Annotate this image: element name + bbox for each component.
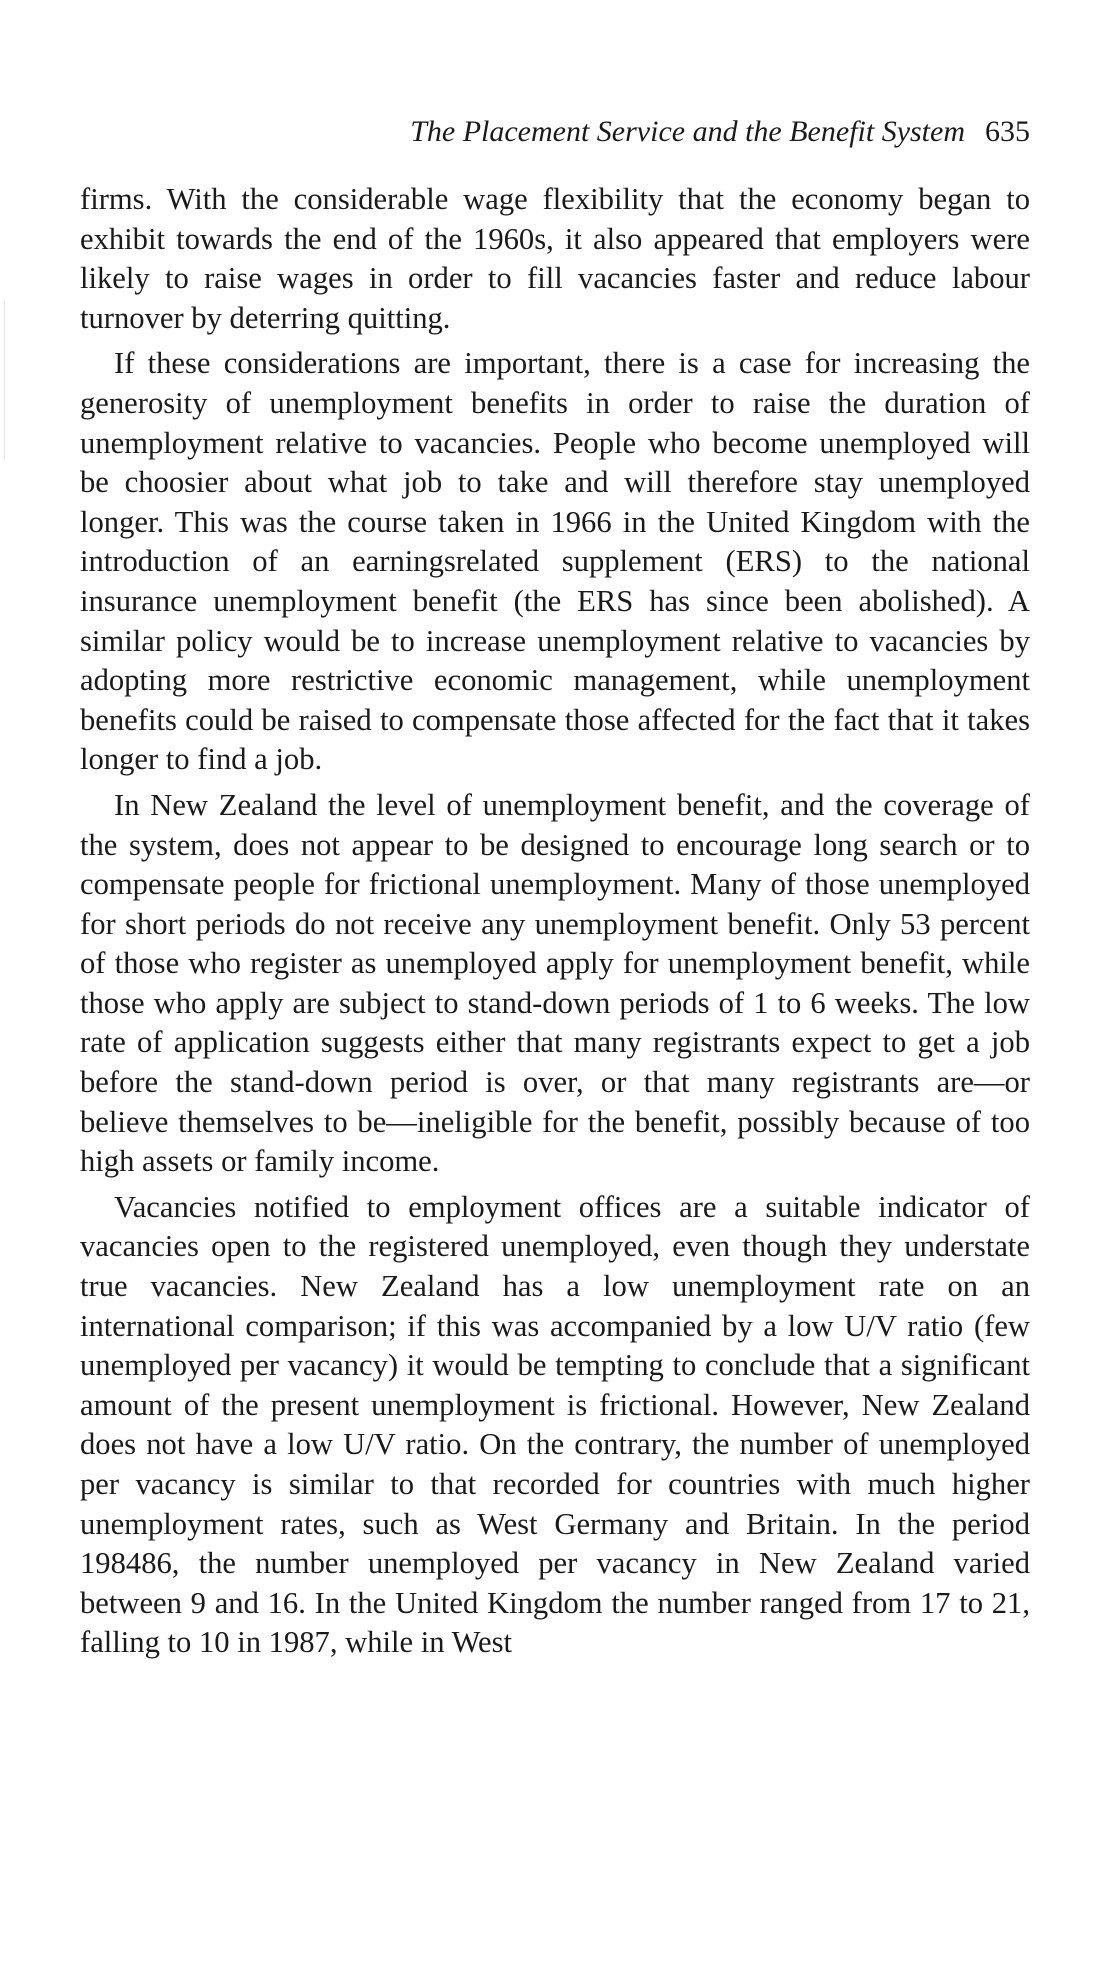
page-edge-shadow	[4, 300, 5, 460]
paragraph: If these considerations are important, there is a case for increasing the generosity of unemployment benefits in order to raise the duration of unemployment relative to vacancies. People who become unemployed will be choosier about what job to take and will therefore stay unemployed longer. This was the course taken in 1966 in the United Kingdom with the introduction of an earningsrelated supplement (ERS) to the national insurance unemployment benefit (the ERS has since been abolished). A similar policy would be to increase unemployment relative to vacancies by adopting more restrictive economic management, while unemployment benefits could be raised to compensate those affected for the fact that it takes longer to find a job.	[80, 346, 1030, 777]
paragraph: In New Zealand the level of unemployment benefit, and the coverage of the system, does not appear to be designed to encourage long search or to compensate people for frictional unemployment. Many of those unemployed for short periods do not receive any unemployment benefit. Only 53 percent of those who register as unemployed apply for unemployment benefit, while those who apply are subject to stand-down periods of 1 to 6 weeks. The low rate of application suggests either that many registrants expect to get a job before the stand-down period is over, or that many registrants are—or believe themselves to be—ineligible for the benefit, possibly because of too high assets or family income.	[80, 787, 1030, 1179]
paragraph: Vacancies notified to employment offices are a suitable indicator of vacancies open to the registered unemployed, even though they understate true vacancies. New Zealand has a low unemployment rate on an international comparison; if this was accompanied by a low U/V ratio (few unemployed per vacancy) it would be tempting to conclude that a significant amount of the present unemployment is frictional. However, New Zealand does not have a low U/V ratio. On the contrary, the number of unemployed per vacancy is similar to that recorded for countries with much higher unemployment rates, such as West Germany and Britain. In the period 198486, the number unemployed per vacancy in New Zealand varied between 9 and 16. In the United Kingdom the number ranged from 17 to 21, falling to 10 in 1987, while in West	[80, 1189, 1030, 1660]
body-text	[80, 180, 1030, 1663]
running-title: The Placement Service and the Benefit System	[410, 115, 965, 148]
page-number: 635	[985, 115, 1030, 148]
paragraph-continued: firms. With the considerable wage flexibility that the economy began to exhibit towards the end of the 1960s, it also appeared that employers were likely to raise wages in order to fill vacancies faster and reduce labour turnover by deterring quitting.	[80, 182, 1030, 335]
running-header	[80, 112, 1030, 152]
